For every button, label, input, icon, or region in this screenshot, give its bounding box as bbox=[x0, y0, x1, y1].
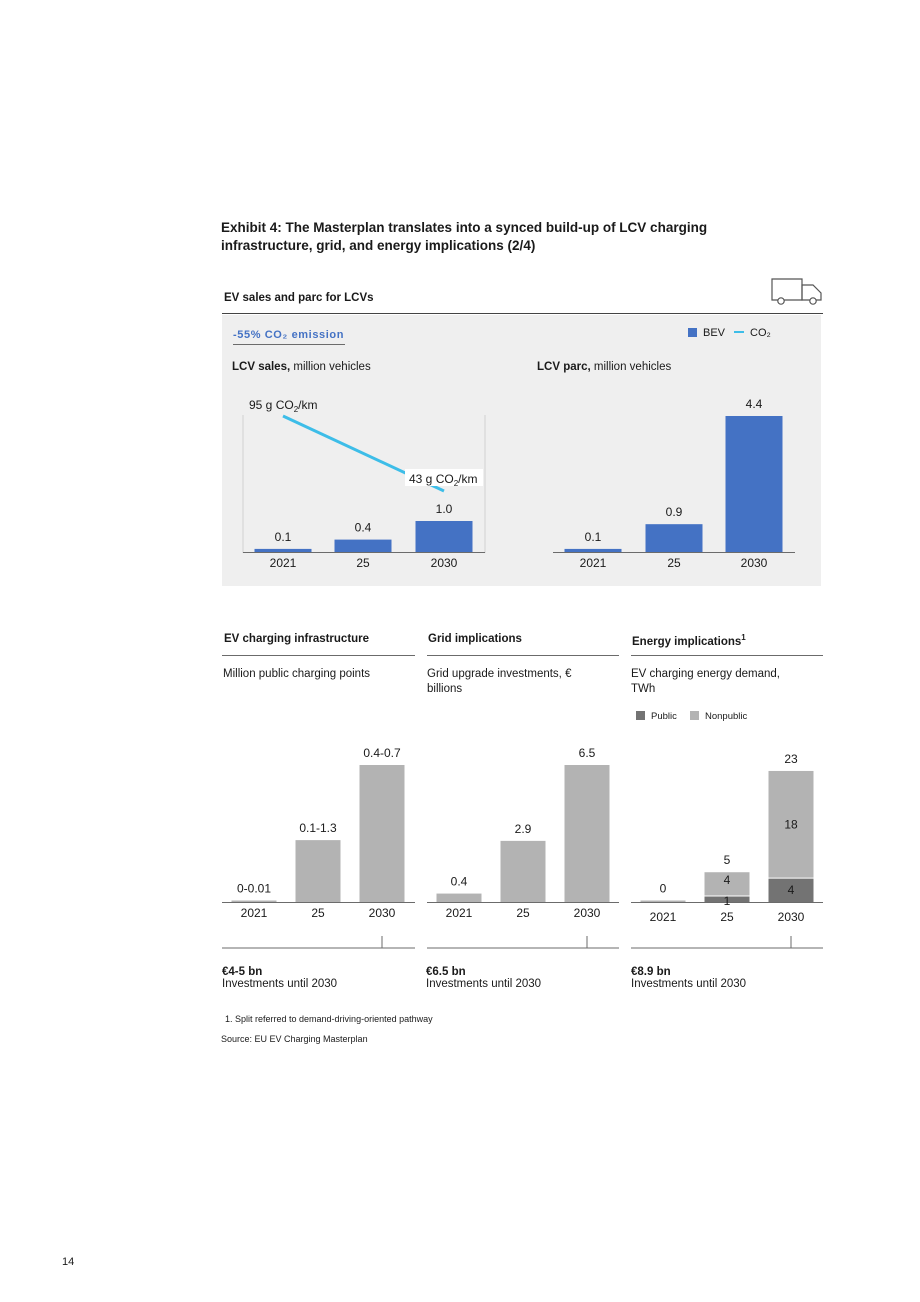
charging-bar-25 bbox=[296, 840, 341, 902]
grid-chart bbox=[427, 746, 619, 920]
energy-tick-label-2021: 2021 bbox=[649, 910, 677, 924]
section-title-grid: Grid implications bbox=[428, 633, 522, 645]
energy-total-label-25: 5 bbox=[723, 853, 731, 868]
chart-title-lcv-sales-bold: LCV sales, bbox=[232, 361, 291, 373]
investment-charging-note: Investments until 2030 bbox=[222, 978, 338, 990]
investment-grid bbox=[426, 966, 541, 990]
legend-public-label: Public bbox=[651, 711, 677, 722]
section-title-energy-text: Energy implications bbox=[632, 635, 742, 648]
lcv-sales-value-label-2030: 1.0 bbox=[435, 502, 453, 516]
energy-tick-label-25: 25 bbox=[720, 910, 734, 924]
subtitle-charging: Million public charging points bbox=[223, 668, 371, 680]
lcv-sales-tick-label-2021: 2021 bbox=[269, 556, 297, 570]
lcv-parc-value-label-2021: 0.1 bbox=[584, 529, 602, 544]
energy-nonpublic-label-25: 4 bbox=[723, 873, 731, 888]
energy-chart bbox=[631, 752, 823, 924]
legend-bev-label: BEV bbox=[703, 327, 726, 339]
legend-nonpublic-label: Nonpublic bbox=[705, 711, 748, 722]
section-title-ev-sales: EV sales and parc for LCVs bbox=[224, 292, 374, 304]
top-charts-svg bbox=[0, 0, 920, 600]
charging-chart bbox=[222, 746, 415, 920]
grid-tick-label-2021: 2021 bbox=[445, 906, 473, 920]
lcv-parc-chart bbox=[553, 397, 795, 570]
lcv-parc-tick-label-2021: 2021 bbox=[579, 556, 607, 570]
investment-energy-amount: €8.9 bn bbox=[631, 966, 671, 978]
lcv-sales-bar-2021 bbox=[255, 549, 312, 552]
lcv-parc-bar-2021 bbox=[565, 549, 622, 552]
chart-title-lcv-sales-rest: million vehicles bbox=[290, 361, 371, 373]
lcv-sales-value-label-25: 0.4 bbox=[354, 520, 372, 535]
lcv-parc-bar-25 bbox=[646, 524, 703, 552]
grid-value-label-2030: 6.5 bbox=[578, 746, 596, 760]
charging-value-label-25: 0.1-1.3 bbox=[299, 821, 337, 836]
lcv-parc-bar-2030 bbox=[726, 416, 783, 552]
co2-label-2030: 43 g $CO_2/km$ bbox=[409, 472, 478, 488]
grid-value-label-2021: 0.4 bbox=[450, 874, 468, 889]
charging-bar-2030 bbox=[360, 765, 405, 902]
investment-energy bbox=[631, 966, 746, 990]
charging-tick-label-25: 25 bbox=[311, 906, 325, 920]
divider-charging bbox=[222, 655, 415, 656]
grid-bar-25 bbox=[501, 841, 546, 902]
lcv-sales-value-label-2021: 0.1 bbox=[274, 529, 292, 544]
section-title-energy bbox=[632, 633, 746, 648]
charging-tick-label-2030: 2030 bbox=[368, 906, 396, 920]
lcv-parc-tick-label-2030: 2030 bbox=[740, 556, 768, 570]
energy-total-label-2021: 0 bbox=[659, 881, 667, 896]
lcv-sales-chart bbox=[243, 398, 485, 570]
investment-charging bbox=[222, 966, 337, 990]
exhibit-title: Exhibit 4: The Masterplan translates into a synced build-up of LCV charging infrastructure, grid, and energy implications (2/4) bbox=[221, 220, 708, 253]
legend-co2-label: CO₂ bbox=[750, 327, 771, 339]
subtitle-energy: EV charging energy demand, TWh bbox=[631, 668, 780, 695]
investment-energy-note: Investments until 2030 bbox=[631, 978, 747, 990]
grid-bar-2021 bbox=[437, 894, 482, 902]
source: Source: EU EV Charging Masterplan bbox=[221, 1034, 368, 1044]
footnote: 1. Split referred to demand-driving-oriented pathway bbox=[225, 1014, 433, 1024]
investment-grid-note: Investments until 2030 bbox=[426, 978, 542, 990]
chart-title-lcv-parc-rest: million vehicles bbox=[590, 361, 672, 373]
grid-tick-label-2030: 2030 bbox=[573, 906, 601, 920]
lcv-parc-value-label-2030: 4.4 bbox=[745, 397, 763, 411]
charging-value-label-2021: 0-0.01 bbox=[236, 881, 272, 896]
divider-energy bbox=[631, 655, 823, 656]
energy-public-label-2030: 4 bbox=[787, 883, 795, 898]
lcv-parc-tick-label-25: 25 bbox=[667, 556, 681, 570]
section-title-charging: EV charging infrastructure bbox=[224, 633, 370, 645]
grid-bar-2030 bbox=[565, 765, 610, 902]
energy-nonpublic-label-2030: 18 bbox=[784, 817, 798, 832]
lcv-sales-tick-label-2030: 2030 bbox=[430, 556, 458, 570]
bottom-charts-svg bbox=[0, 700, 920, 960]
lcv-sales-bar-25 bbox=[335, 540, 392, 552]
energy-tick-label-2030: 2030 bbox=[777, 910, 805, 924]
subtitle-grid: Grid upgrade investments, € billions bbox=[427, 668, 572, 695]
grid-tick-label-25: 25 bbox=[516, 906, 530, 920]
lcv-parc-value-label-25: 0.9 bbox=[665, 505, 683, 520]
charging-tick-label-2021: 2021 bbox=[240, 906, 268, 920]
emission-note: -55% CO₂ emission bbox=[233, 329, 345, 341]
charging-bar-2021 bbox=[232, 901, 277, 903]
investment-grid-amount: €6.5 bn bbox=[426, 966, 466, 978]
chart-title-lcv-parc-bold: LCV parc, bbox=[537, 361, 591, 373]
co2-label-2021: 95 g $CO_2/km$ bbox=[249, 398, 318, 414]
charging-value-label-2030: 0.4-0.7 bbox=[363, 746, 401, 760]
section-title-energy-sup: 1 bbox=[741, 633, 746, 642]
investment-charging-amount: €4-5 bn bbox=[222, 966, 263, 978]
energy-bar-2021 bbox=[641, 901, 686, 903]
page-number: 14 bbox=[62, 1256, 75, 1268]
energy-total-label-2030: 23 bbox=[784, 751, 798, 766]
lcv-sales-bar-2030 bbox=[416, 521, 473, 552]
grid-value-label-25: 2.9 bbox=[514, 821, 532, 836]
lcv-sales-tick-label-25: 25 bbox=[356, 556, 370, 570]
energy-public-label-25: 1 bbox=[723, 894, 731, 908]
divider-grid bbox=[427, 655, 619, 656]
